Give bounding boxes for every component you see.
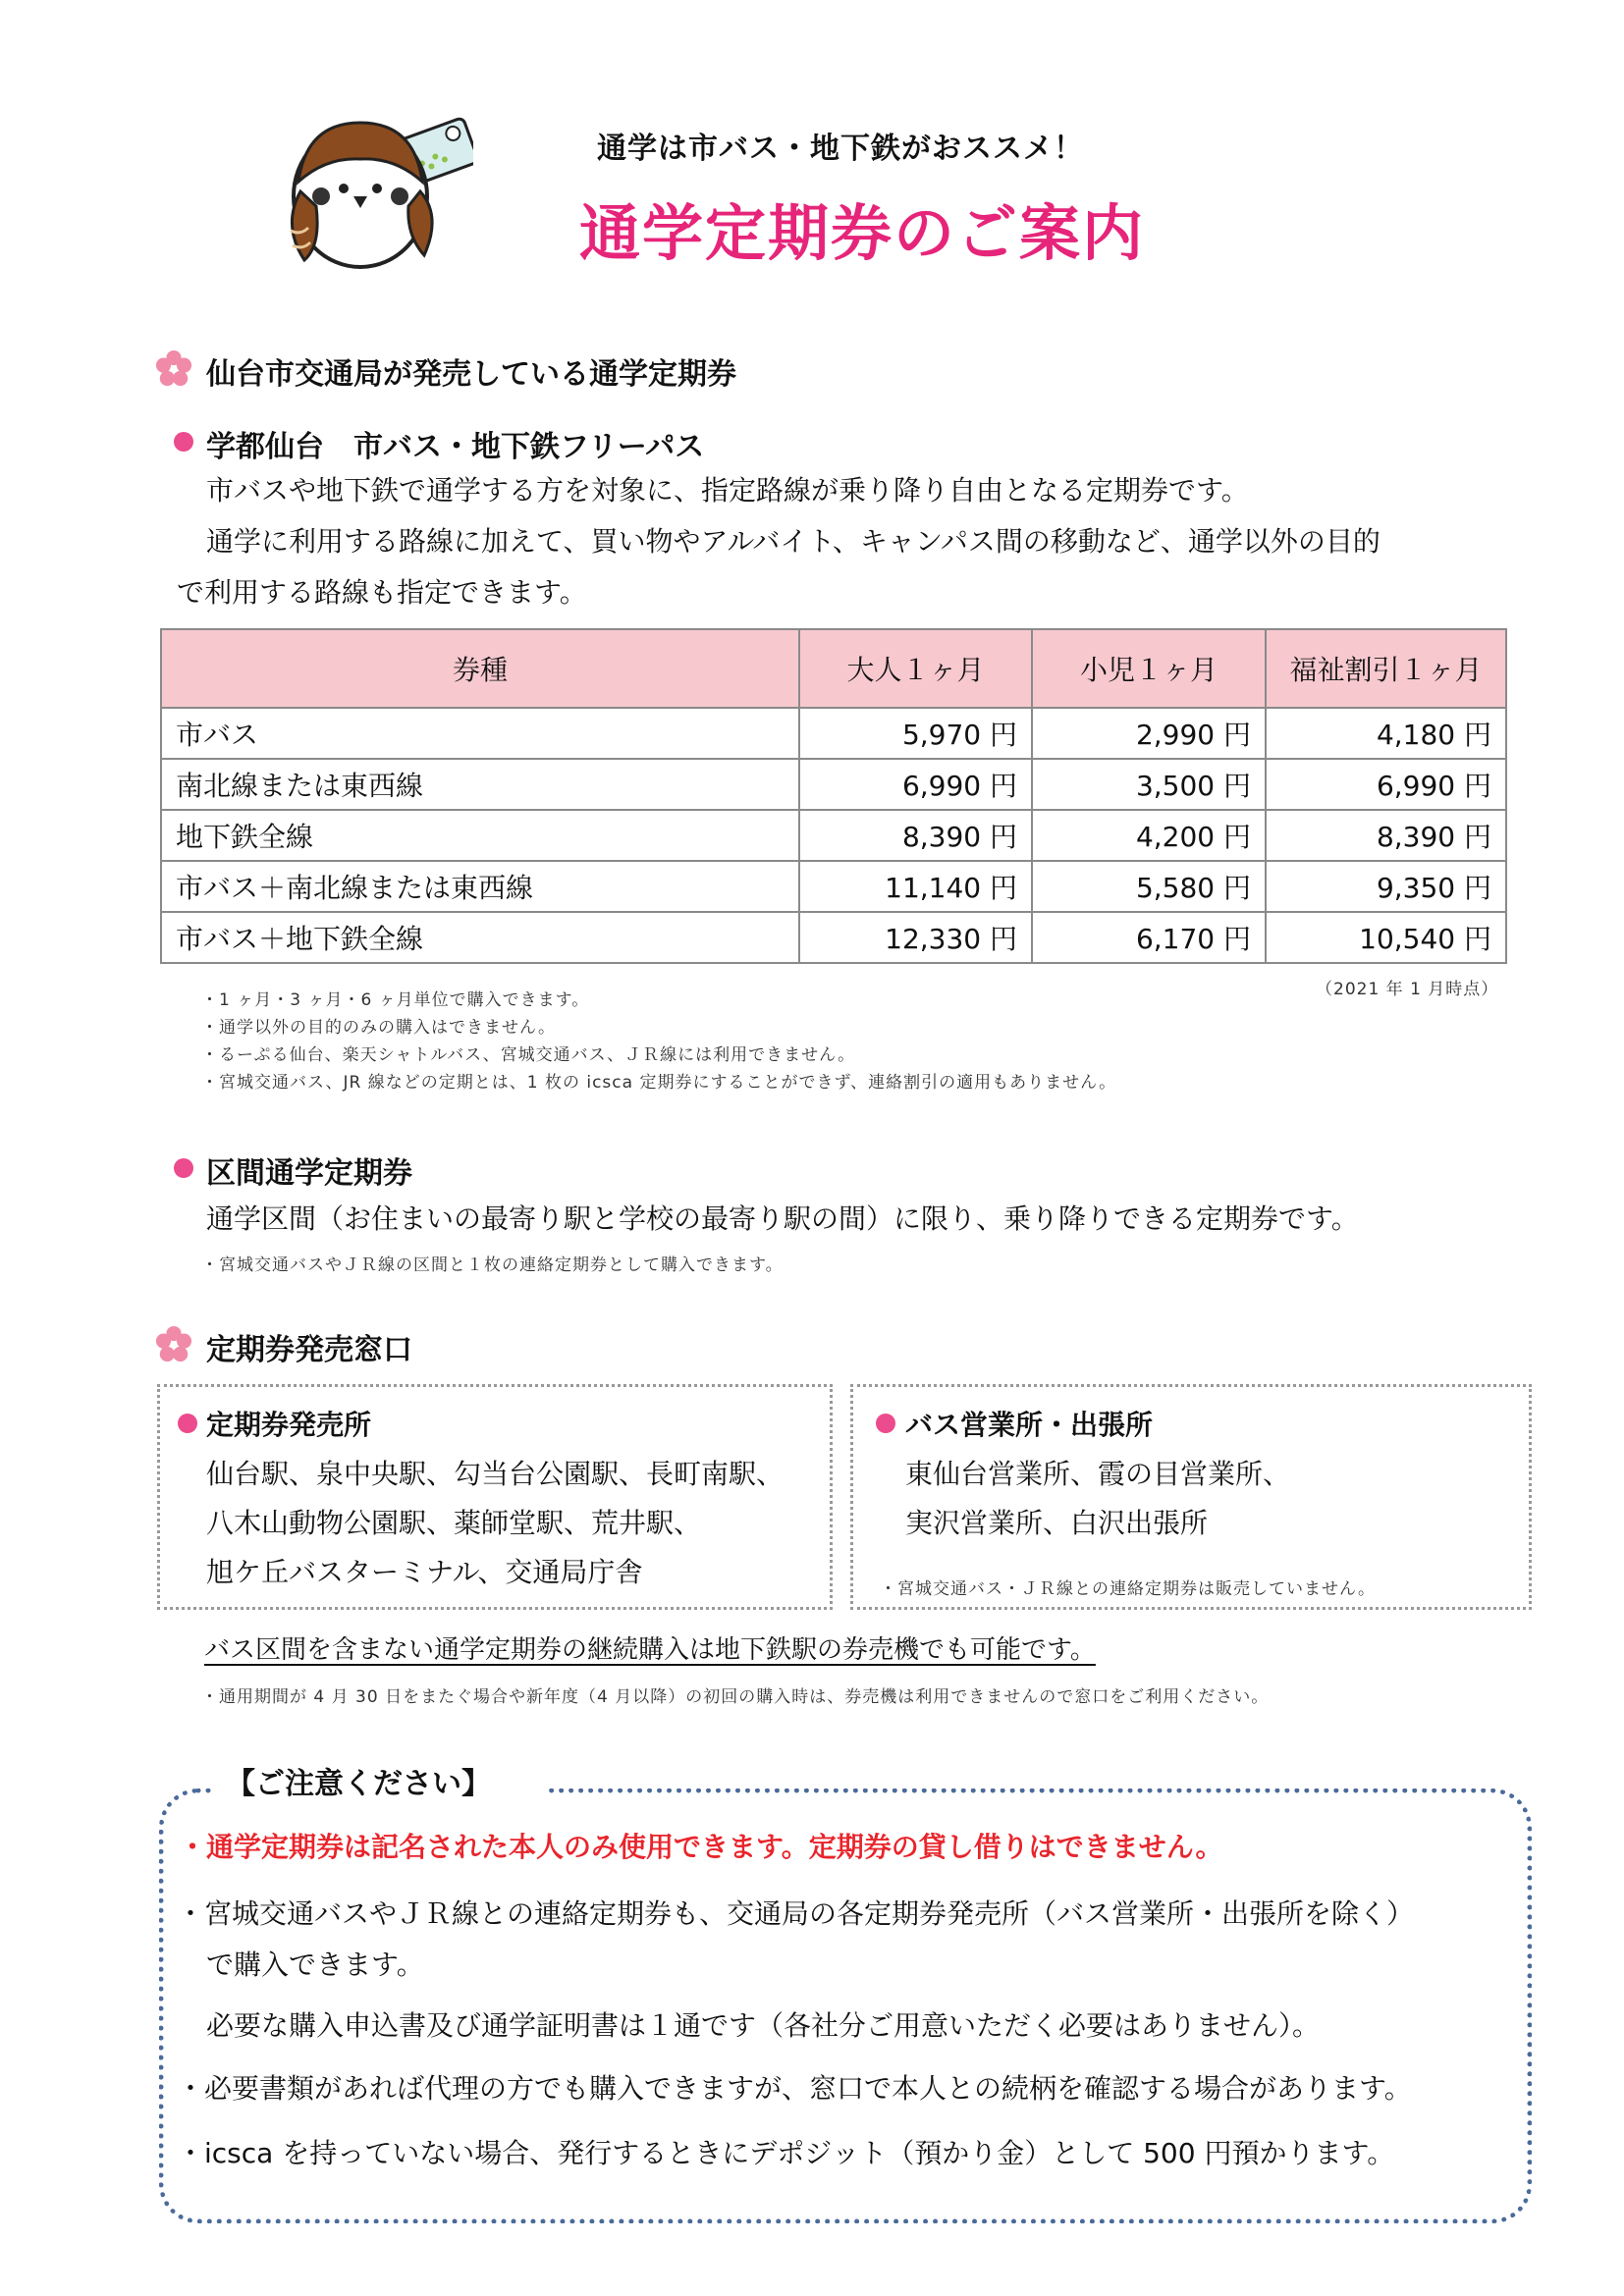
page-title: 通学定期券のご案内 bbox=[579, 197, 1146, 269]
col-header-child: 小児１ヶ月 bbox=[1032, 629, 1266, 708]
table-note: ・1 ヶ月・3 ヶ月・6 ヶ月単位で購入できます。 bbox=[201, 990, 590, 1010]
section-pass-heading: 区間通学定期券 bbox=[206, 1156, 412, 1191]
section-heading-passes: 仙台市交通局が発売している通学定期券 bbox=[206, 357, 736, 392]
table-row bbox=[161, 708, 1506, 759]
sakura-icon bbox=[155, 1325, 192, 1362]
col-header-adult: 大人１ヶ月 bbox=[799, 629, 1032, 708]
cell-adult: 6,990 円 bbox=[799, 759, 1032, 810]
sales-office-line: 仙台駅、泉中央駅、勾当台公園駅、長町南駅、 bbox=[206, 1458, 785, 1490]
renewal-info: バス区間を含まない通学定期券の継続購入は地下鉄駅の券売機でも可能です。 bbox=[204, 1635, 1096, 1665]
bullet-icon bbox=[876, 1414, 895, 1433]
cell-child: 6,170 円 bbox=[1032, 912, 1266, 963]
cell-adult: 11,140 円 bbox=[799, 861, 1032, 912]
cell-child: 3,500 円 bbox=[1032, 759, 1266, 810]
bus-office-line: 東仙台営業所、霞の目営業所、 bbox=[905, 1458, 1291, 1490]
cell-adult: 12,330 円 bbox=[799, 912, 1032, 963]
cell-type: 市バス bbox=[161, 708, 799, 759]
freepass-desc-line: で利用する路線も指定できます。 bbox=[177, 576, 587, 609]
bullet-icon bbox=[178, 1414, 197, 1433]
header-subtitle: 通学は市バス・地下鉄がおススメ！ bbox=[597, 132, 1084, 166]
bus-office-line: 実沢営業所、白沢出張所 bbox=[905, 1507, 1209, 1539]
table-note: ・るーぷる仙台、楽天シャトルバス、宮城交通バス、ＪＲ線には利用できません。 bbox=[201, 1045, 856, 1065]
section-pass-note: ・宮城交通バスやＪＲ線の区間と１枚の連絡定期券として購入できます。 bbox=[201, 1255, 784, 1275]
table-row bbox=[161, 861, 1506, 912]
col-header-type: 券種 bbox=[161, 629, 799, 708]
caution-title: 【ご注意ください】 bbox=[226, 1767, 491, 1801]
sakura-icon bbox=[155, 349, 192, 387]
cell-welfare: 4,180 円 bbox=[1266, 708, 1506, 759]
table-header-row bbox=[161, 629, 1506, 708]
bullet-icon bbox=[174, 1158, 193, 1178]
section-heading-windows: 定期券発売窓口 bbox=[206, 1333, 412, 1367]
sales-office-line: 旭ケ丘バスターミナル、交通局庁舎 bbox=[206, 1556, 643, 1588]
table-as-of-date: （2021 年 1 月時点） bbox=[1316, 980, 1499, 999]
cell-adult: 5,970 円 bbox=[799, 708, 1032, 759]
caution-line: ・icsca を持っていない場合、発行するときにデポジット（預かり金）として 500 円預かります。 bbox=[177, 2137, 1395, 2169]
bus-office-heading: バス営業所・出張所 bbox=[905, 1409, 1154, 1441]
bullet-icon bbox=[174, 432, 193, 452]
caution-line: 必要な購入申込書及び通学証明書は１通です（各社分ご用意いただく必要はありません）。 bbox=[206, 2009, 1321, 2042]
cell-type: 市バス＋地下鉄全線 bbox=[161, 912, 799, 963]
caution-line: で購入できます。 bbox=[206, 1949, 424, 1981]
caution-line: ・必要書類があれば代理の方でも購入できますが、窓口で本人との続柄を確認する場合があります。 bbox=[177, 2072, 1412, 2105]
cell-adult: 8,390 円 bbox=[799, 810, 1032, 861]
caution-line: ・宮城交通バスやＪＲ線との連絡定期券も、交通局の各定期券発売所（バス営業所・出張所を除く） bbox=[177, 1897, 1415, 1930]
sales-office-line: 八木山動物公園駅、薬師堂駅、荒井駅、 bbox=[206, 1507, 702, 1539]
cell-type: 南北線または東西線 bbox=[161, 759, 799, 810]
table-row bbox=[161, 912, 1506, 963]
table-note: ・宮城交通バス、JR 線などの定期とは、1 枚の icsca 定期券にすることができず、連絡割引の適用もありません。 bbox=[201, 1073, 1117, 1093]
bus-office-note: ・宮城交通バス・ＪＲ線との連絡定期券は販売していません。 bbox=[880, 1579, 1377, 1599]
section-pass-desc: 通学区間（お住まいの最寄り駅と学校の最寄り駅の間）に限り、乗り降りできる定期券です。 bbox=[206, 1202, 1359, 1235]
cell-child: 5,580 円 bbox=[1032, 861, 1266, 912]
sparrow-mascot-icon bbox=[277, 98, 473, 275]
fare-table bbox=[160, 628, 1507, 964]
caution-warning: ・通学定期券は記名された本人のみ使用できます。定期券の貸し借りはできません。 bbox=[179, 1831, 1223, 1863]
renewal-note: ・通用期間が 4 月 30 日をまたぐ場合や新年度（4 月以降）の初回の購入時は、券売機は利用できませんので窓口をご利用ください。 bbox=[201, 1687, 1270, 1707]
cell-welfare: 8,390 円 bbox=[1266, 810, 1506, 861]
table-row bbox=[161, 759, 1506, 810]
freepass-heading: 学都仙台 市バス・地下鉄フリーパス bbox=[206, 430, 705, 464]
table-note: ・通学以外の目的のみの購入はできません。 bbox=[201, 1018, 557, 1038]
cell-child: 4,200 円 bbox=[1032, 810, 1266, 861]
freepass-desc-line: 通学に利用する路線に加えて、買い物やアルバイト、キャンパス間の移動など、通学以外の目的 bbox=[206, 525, 1380, 558]
sales-office-heading: 定期券発売所 bbox=[206, 1409, 372, 1441]
cell-child: 2,990 円 bbox=[1032, 708, 1266, 759]
freepass-desc-line: 市バスや地下鉄で通学する方を対象に、指定路線が乗り降り自由となる定期券です。 bbox=[206, 474, 1249, 507]
cell-welfare: 6,990 円 bbox=[1266, 759, 1506, 810]
cell-type: 地下鉄全線 bbox=[161, 810, 799, 861]
cell-type: 市バス＋南北線または東西線 bbox=[161, 861, 799, 912]
cell-welfare: 9,350 円 bbox=[1266, 861, 1506, 912]
cell-welfare: 10,540 円 bbox=[1266, 912, 1506, 963]
col-header-welfare: 福祉割引１ヶ月 bbox=[1266, 629, 1506, 708]
table-row bbox=[161, 810, 1506, 861]
